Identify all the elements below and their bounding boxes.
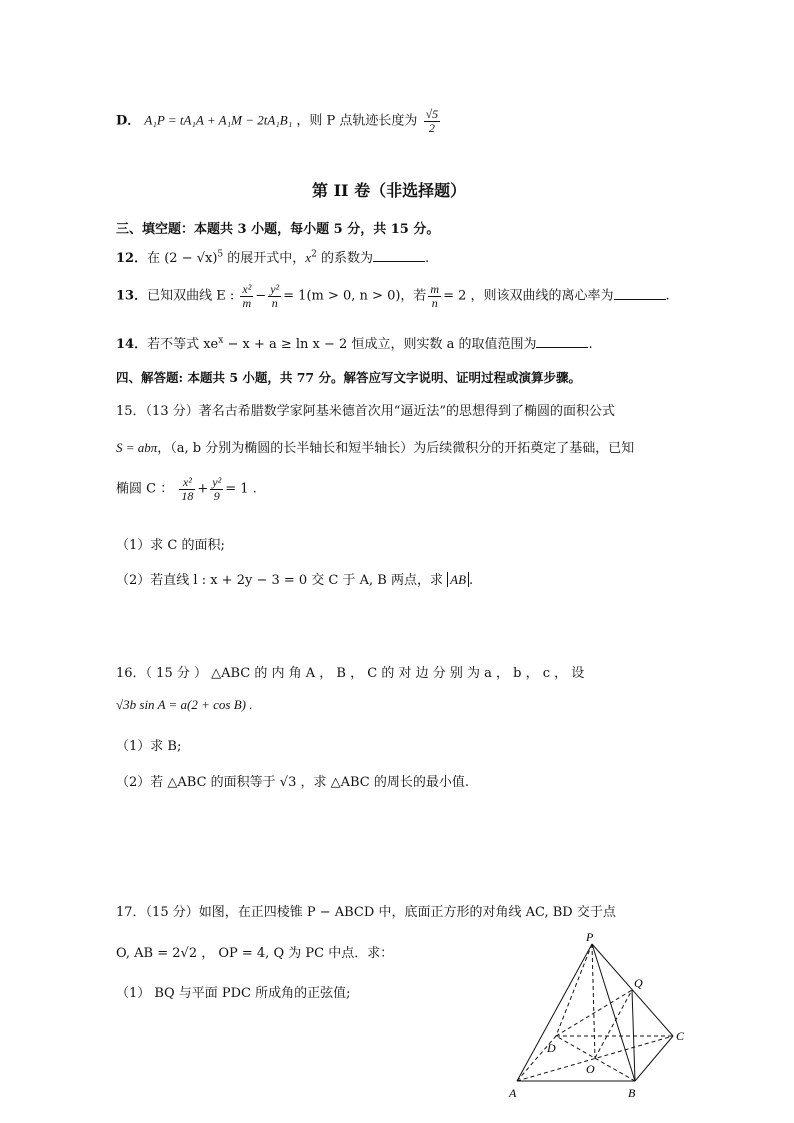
label-q: Q [634, 976, 643, 990]
question-16-sub2: （2）若 △ABC 的面积等于 √3 ，求 △ABC 的周长的最小值. [116, 775, 470, 790]
part4-header: 四、解答题: 本题共 5 小题，共 77 分。解答应写文字说明、证明过程或演算步骤。 [116, 370, 581, 385]
question-14: 14．若不等式 $xe^x - x + a \ge \ln x - 2$ 恒成立，则实数 a 的取值范围为 . [116, 335, 593, 352]
option-d-text: ，则 P 点轨迹长度为 [296, 113, 418, 129]
part3-header: 三、填空题：本题共 3 小题，每小题 5 分，共 15 分。 [116, 222, 440, 237]
section-title: 第 II 卷（非选择题） [312, 181, 467, 200]
edge-pb [592, 944, 635, 1081]
question-12: 12．在 $(2 - √x)^5$ 的展开式中，$x^2$ 的系数为 . [116, 249, 430, 266]
height-po [592, 944, 595, 1058]
edge-pd [556, 944, 592, 1036]
question-15-line1: 15．（13 分）著名古希腊数学家阿基米德首次用“逼近法”的思想得到了椭圆的面积公式 [116, 404, 616, 419]
question-17-sub1: （1） BQ 与平面 PDC 所成角的正弦值; [116, 986, 351, 1001]
option-d-label: D． [116, 113, 141, 129]
question-15-sub1: （1）求 C 的面积; [116, 538, 225, 553]
label-b: B [628, 1086, 636, 1100]
label-a: A [509, 1086, 517, 1100]
question-15-line3: 椭圆 C ： $\frac{\text{x²}}{18}$ + $\frac{\text{y²}}{9}$ = 1 . [116, 475, 257, 503]
question-16-line1: 16．（ 15 分 ） △ABC 的 内 角 A ， B ， C 的 对 边 分 别 为 a ， b ， c ， 设 [116, 666, 585, 681]
question-17-line1: 17．（15 分）如图，在正四棱锥 P − ABCD 中，底面正方形的对角线 AC, BD 交于点 [116, 905, 616, 920]
question-16-line2: √3b sin A = a(2 + cos B) . [116, 697, 253, 712]
edge-pa [517, 944, 592, 1081]
answer-blank [373, 251, 425, 262]
question-15-sub2: （2）若直线 l : x + 2y − 3 = 0 交 C 于 A, B 两点，求 AB . [116, 572, 474, 588]
label-o: O [586, 1062, 595, 1076]
edge-bc [635, 1036, 673, 1081]
label-d: D [547, 1041, 556, 1055]
label-c: C [676, 1029, 685, 1043]
question-16-sub1: （1）求 B; [116, 739, 182, 754]
question-13: 13．已知双曲线 E : $\frac{\text{x²}}{m}$ − $\frac{\text{y²}}{n}$ = 1(m > 0, n > 0)，若 $\frac{m}{n}$ = 2 ，则该双曲线的离心率为 . [116, 282, 670, 310]
question-15-line2: S = abπ，（a, b 分别为椭圆的长半轴长和短半轴长）为后续微积分的开拓奠定了基础，已知 [116, 440, 635, 456]
pyramid-figure [500, 930, 700, 1105]
option-d-formula: A₁P = tA₁A + A₁M − 2tA₁B₁ [144, 112, 293, 128]
answer-blank [536, 337, 588, 348]
answer-blank [614, 289, 666, 300]
label-p: P [586, 930, 594, 944]
question-17-line2: O, AB = 2√2 ， OP = 4, Q 为 PC 中点．求： [116, 946, 394, 961]
option-d [116, 108, 442, 134]
option-d-answer: $\frac{√5}{2}$ [425, 107, 439, 135]
segment-oq [595, 990, 632, 1058]
